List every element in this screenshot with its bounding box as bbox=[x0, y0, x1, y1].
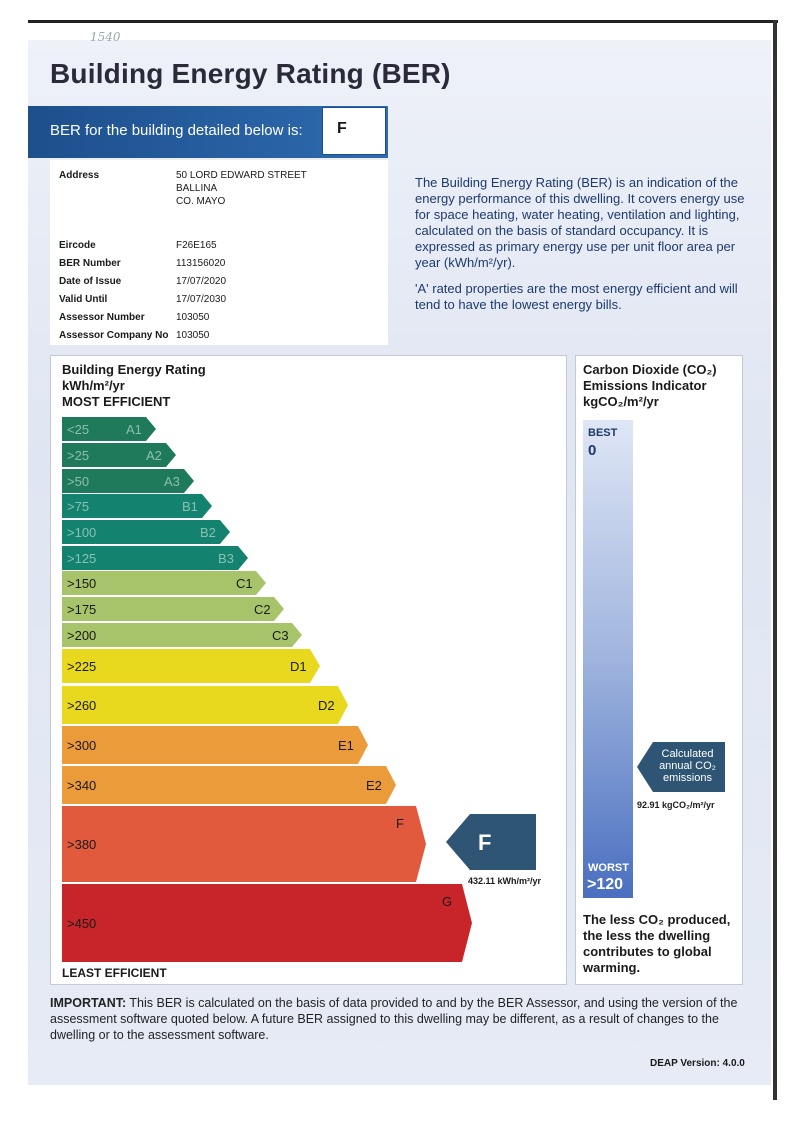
rating-band-range: >260 bbox=[67, 697, 97, 713]
rating-band-range: >225 bbox=[67, 658, 97, 674]
rating-band-f bbox=[62, 806, 426, 882]
scan-edge bbox=[28, 20, 778, 23]
important-label: IMPORTANT: bbox=[50, 996, 127, 1010]
rating-band-range: >300 bbox=[67, 737, 97, 753]
rating-band-letter: D1 bbox=[290, 658, 307, 674]
rating-band-range: >100 bbox=[67, 524, 97, 540]
rating-band-shape bbox=[62, 766, 396, 804]
detail-label: Address bbox=[59, 170, 100, 181]
rating-band-letter: E1 bbox=[338, 737, 354, 753]
rating-band-letter: C1 bbox=[236, 575, 253, 591]
rating-band-letter: C3 bbox=[272, 627, 289, 643]
detail-value: 113156020 bbox=[176, 258, 226, 269]
rating-heading-unit: kWh/m²/yr bbox=[62, 378, 125, 393]
rating-band-range: >175 bbox=[67, 601, 97, 617]
rating-band-a2 bbox=[62, 443, 176, 467]
rating-band-a3 bbox=[62, 469, 194, 493]
rating-band-shape bbox=[62, 649, 320, 683]
co2-pointer-value: 92.91 kgCO₂/m²/yr bbox=[637, 800, 715, 810]
detail-label: Valid Until bbox=[59, 294, 108, 305]
rating-band-e1 bbox=[62, 726, 368, 764]
scan-edge-right bbox=[773, 20, 777, 1100]
rating-band-range: >200 bbox=[67, 627, 97, 643]
rating-pointer-letter: F bbox=[478, 830, 492, 855]
rating-band-shape bbox=[62, 806, 426, 882]
rating-band-range: >75 bbox=[67, 498, 90, 514]
rating-heading bbox=[62, 362, 206, 410]
rating-band-letter: A3 bbox=[164, 473, 180, 489]
detail-label: Eircode bbox=[59, 240, 96, 251]
most-efficient-label: MOST EFFICIENT bbox=[62, 394, 171, 409]
important-text: This BER is calculated on the basis of data provided to and by the BER Assessor, and using the version of the assessment software quoted below. A future BER assigned to this dwelling may be different, as a result of changes to the dwelling or to the assessment software. bbox=[50, 996, 738, 1042]
rating-band-range: <25 bbox=[67, 421, 90, 437]
detail-label: Assessor Number bbox=[59, 312, 145, 323]
least-efficient-label: LEAST EFFICIENT bbox=[62, 966, 167, 980]
rating-band-g bbox=[62, 884, 472, 962]
description-paragraph: The Building Energy Rating (BER) is an indication of the energy performance of this dwelling. It covers energy use for space heating, water heating, ventilation and lighting, calculated on the basis of standard occupancy. It is expressed as primary energy use per unit floor area per year (kWh/m²/yr). bbox=[415, 175, 745, 270]
detail-label: Assessor Company No bbox=[59, 330, 169, 341]
rating-heading-title: Building Energy Rating bbox=[62, 362, 206, 377]
rating-band-range: >450 bbox=[67, 915, 97, 931]
detail-value: BALLINA bbox=[176, 183, 218, 194]
detail-value: 17/07/2020 bbox=[176, 276, 227, 287]
handwritten-note: 1540 bbox=[90, 30, 121, 44]
rating-band-letter: A2 bbox=[146, 447, 162, 463]
deap-version: DEAP Version: 4.0.0 bbox=[650, 1058, 745, 1069]
detail-value: F26E165 bbox=[176, 240, 217, 251]
rating-band-c2 bbox=[62, 597, 284, 621]
rating-band-b1 bbox=[62, 494, 212, 518]
rating-band-shape bbox=[62, 884, 472, 962]
co2-best-value: 0 bbox=[588, 442, 597, 459]
rating-band-c1 bbox=[62, 571, 266, 595]
rating-band-e2 bbox=[62, 766, 396, 804]
rating-band-range: >50 bbox=[67, 473, 90, 489]
rating-band-c3 bbox=[62, 623, 302, 647]
co2-best-label: BEST bbox=[588, 427, 618, 439]
rating-band-b2 bbox=[62, 520, 230, 544]
rating-band-letter: D2 bbox=[318, 697, 335, 713]
rating-band-range: >150 bbox=[67, 575, 97, 591]
rating-band-d2 bbox=[62, 686, 348, 724]
rating-band-a1 bbox=[62, 417, 156, 441]
detail-value: 50 LORD EDWARD STREET bbox=[176, 170, 307, 181]
rating-band-letter: B1 bbox=[182, 498, 198, 514]
rating-band-letter: E2 bbox=[366, 777, 382, 793]
co2-heading-subtitle: Emissions Indicator bbox=[583, 378, 707, 393]
co2-heading-title: Carbon Dioxide (CO₂) bbox=[583, 362, 717, 377]
co2-scale-bar bbox=[583, 420, 633, 898]
co2-heading bbox=[583, 362, 717, 410]
detail-label: BER Number bbox=[59, 258, 121, 269]
detail-value: 103050 bbox=[176, 330, 210, 341]
detail-value: CO. MAYO bbox=[176, 196, 226, 207]
ber-description bbox=[415, 175, 750, 323]
page-title: Building Energy Rating (BER) bbox=[50, 58, 451, 89]
rating-band-letter: G bbox=[442, 894, 453, 909]
rating-band-b3 bbox=[62, 546, 248, 570]
rating-band-range: >125 bbox=[67, 550, 97, 566]
rating-band-letter: B2 bbox=[200, 524, 216, 540]
ber-result-label: BER for the building detailed below is: bbox=[50, 122, 303, 139]
detail-label: Date of Issue bbox=[59, 276, 122, 287]
rating-band-letter: A1 bbox=[126, 421, 142, 437]
rating-band-shape bbox=[62, 726, 368, 764]
important-notice bbox=[50, 995, 740, 1043]
rating-band-shape bbox=[62, 623, 302, 647]
co2-note: The less CO₂ produced, the less the dwelling contributes to global warming. bbox=[583, 912, 731, 975]
ber-result-value: F bbox=[322, 107, 386, 155]
rating-band-d1 bbox=[62, 649, 320, 683]
rating-band-shape bbox=[62, 686, 348, 724]
rating-pointer-value: 432.11 kWh/m²/yr bbox=[468, 876, 542, 886]
co2-worst-label: WORST bbox=[588, 862, 629, 874]
rating-band-letter: F bbox=[396, 816, 404, 831]
rating-band-letter: B3 bbox=[218, 550, 234, 566]
rating-band-range: >340 bbox=[67, 777, 97, 793]
co2-heading-unit: kgCO₂/m²/yr bbox=[583, 394, 659, 409]
rating-band-range: >25 bbox=[67, 447, 90, 463]
detail-value: 17/07/2030 bbox=[176, 294, 227, 305]
co2-worst-value: >120 bbox=[587, 876, 624, 893]
rating-band-letter: C2 bbox=[254, 601, 271, 617]
rating-band-range: >380 bbox=[67, 836, 97, 852]
co2-pointer-label: Calculated annual CO₂ emissions bbox=[659, 748, 716, 784]
detail-value: 103050 bbox=[176, 312, 210, 323]
description-paragraph: 'A' rated properties are the most energy efficient and will tend to have the lowest energy bills. bbox=[415, 281, 738, 312]
